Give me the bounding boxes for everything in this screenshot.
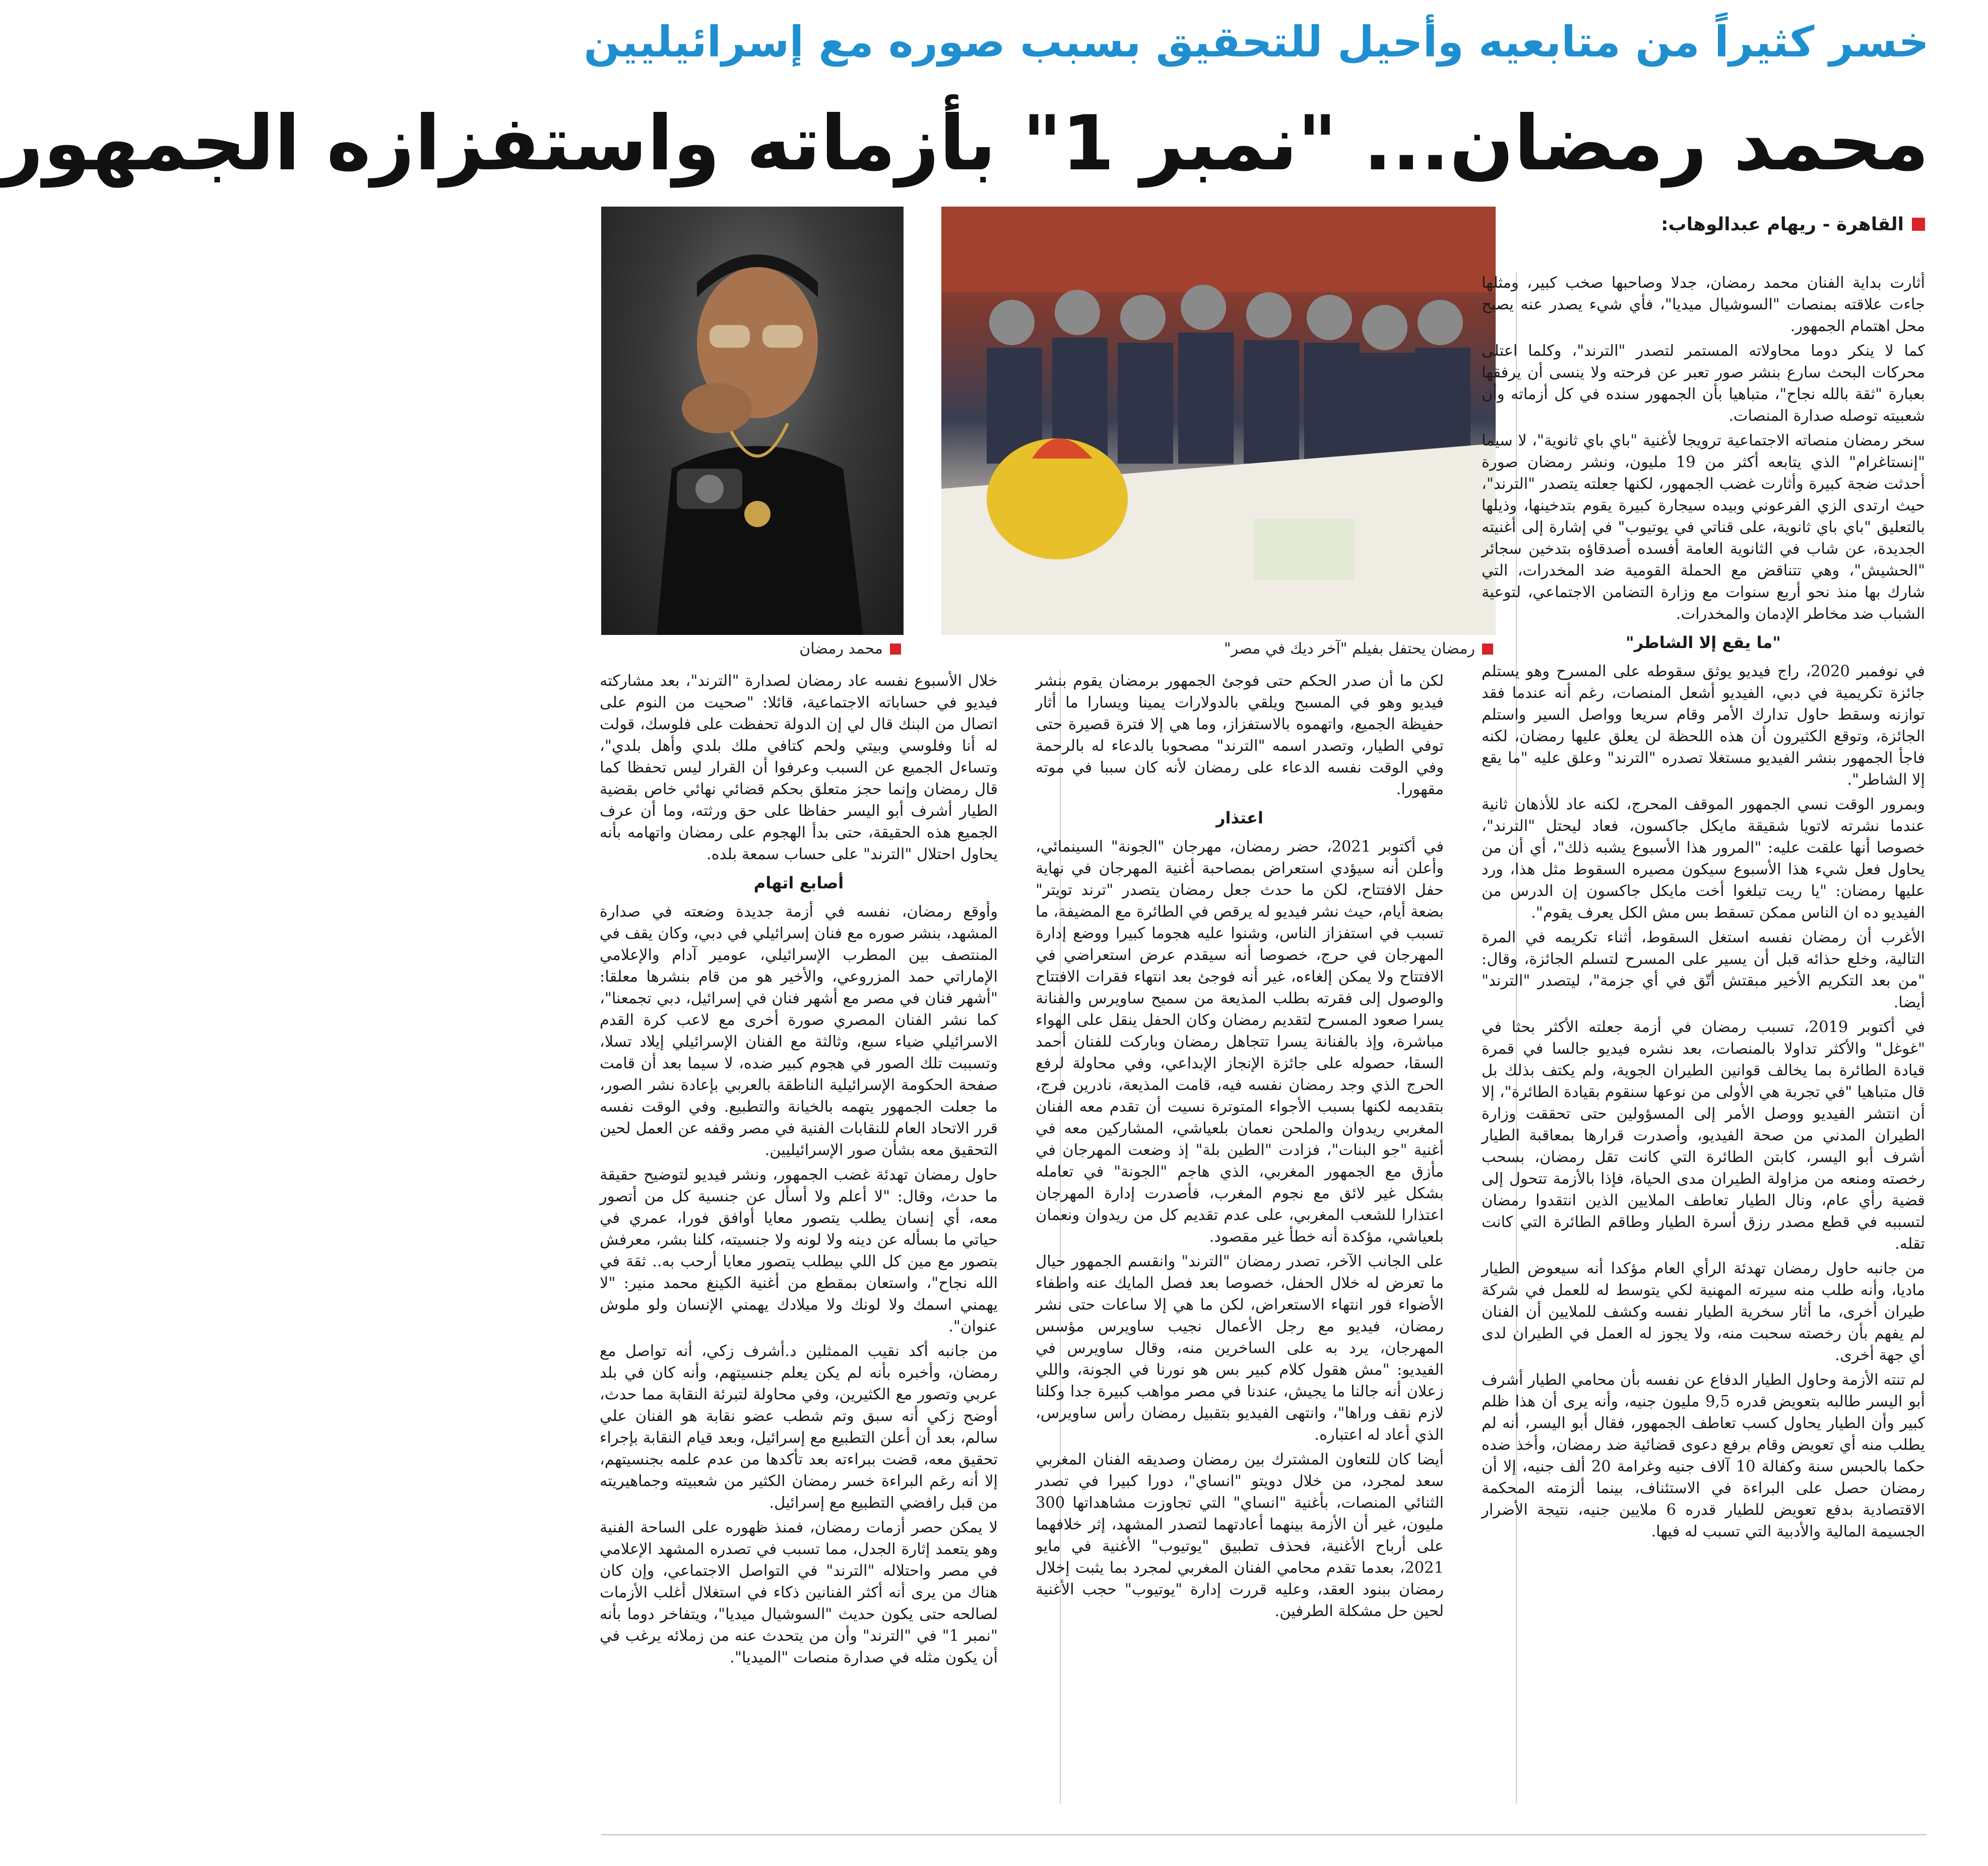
article-column-left (600, 670, 998, 1804)
portrait-caption (799, 639, 901, 659)
paragraph: أيضا كان للتعاون المشترك بين رمضان وصديقه الفنان المغربي سعد لمجرد، من خلال دويتو "انساي"، دورا كبيرا في تصدر الثنائي المنصات، بأغنية "انساي" التي تجاوزت مشاهداتها 300 مليون، غير أن الأزمة بينهما أعادتهما لتصدر المشهد، إثر خلافهما على أرباح الأغنية، فحذف تطبيق "يوتيوب" الأغنية في مايو 2021، بعدما تقدم محامي الفنان المغربي لمجرد بما يثبت إخلال رمضان ببنود العقد، وعليه قررت إدارة "يوتيوب" حجب الأغنية لحين حل مشكلة الطرفين. (1036, 1451, 1444, 1620)
party-caption (1224, 639, 1493, 659)
page-bottom-rule (601, 1834, 1927, 1835)
portrait-caption-text: محمد رمضان (799, 640, 883, 658)
article-kicker: خسر كثيراً من متابعيه وأحيل للتحقيق بسبب صوره مع إسرائيليين (584, 17, 1929, 67)
portrait-photo (601, 207, 904, 635)
article-column-middle (1036, 670, 1444, 1804)
paragraph: في أكتوبر 2019، تسبب رمضان في أزمة جعلته الأكثر بحثا في "غوغل" والأكثر تداولا بالمنصات، بعد نشره فيديو جالسا في قمرة قيادة الطائرة بما يخالف قوانين الطيران الجوية، ولم يكتف بذلك بل قال متباهيا "في تجربة هي الأولى من نوعها سنقوم بقيادة الطائرة"، إلا أن انتشر الفيديو ووصل الأمر إلى المسؤولين حتى تحققت وزارة الطيران المدني من صحة الفيديو، وأصدرت قرارها بمعاقبة الطيار أشرف أبو اليسر، كابتن الطائرة التي كانت تقل رمضان، بسحب رخصته ومنعه من مزاولة الطيران مدى الحياة، فإذا بالأزمة تتحول إلى قضية رأي عام، ونال الطيار تعاطف الملايين الذين انتقدوا رمضان لتسببه في قطع مصدر رزق أسرة الطيار وطاقم الطائرة التي كانت تقله. (1482, 1018, 1925, 1253)
paragraph: خلال الأسبوع نفسه عاد رمضان لصدارة "الترند"، بعد مشاركته فيديو في حساباته الاجتماعية، قائلا: "صحيت من النوم على اتصال من البنك قال لي إن الدولة تحفظت على فلوسك، قولت له أنا وفلوسي وبيتي ولحم كتافي ملك بلدي وأهل بلدي"، وتساءل الجميع عن السبب وعرفوا أن القرار ليس تحفظا كما قال رمضان وإنما حجز متعلق بحكم قضائي نهائي خاص بقضية الطيار أشرف أبو اليسر حفاظا على حق ورثته، وما أن عرف الجميع هذه الحقيقة، حتى بدأ الهجوم على رمضان واتهامه بأنه يحاول احتلال "الترند" على حساب سمعة بلده. (600, 672, 998, 863)
paragraph: من جانبه حاول رمضان تهدئة الرأي العام مؤكدا أنه سيعوض الطيار ماديا، وأنه طلب منه سيرته المهنية لكي يتوسط له للعمل في شركة طيران أخرى، ما أثار سخرية الطيار نفسه وكشف للملايين أن الفنان لم يفهم بأن رخصته سحبت منه، ولا يجوز له العمل في الطيران لدى أي جهة أخرى. (1482, 1260, 1925, 1364)
party-photo (941, 207, 1496, 635)
paragraph: كما لا ينكر دوما محاولاته المستمر لتصدر "الترند"، وكلما اعتلى محركات البحث سارع بنشر صور تعبر عن فرحته ولا ينسى أن يرفقها بعبارة "ثقة بالله نجاح"، متباهيا بأن الجمهور سنده في كل أزماته وأن شعبيته توصله صدارة المنصات. (1482, 342, 1925, 425)
byline-marker (1912, 218, 1925, 231)
paragraph: وبمرور الوقت نسي الجمهور الموقف المحرج، لكنه عاد للأذهان ثانية عندما نشرته لاتويا شقيقة مايكل جاكسون، فعاد ليحتل "الترند"، خصوصا أنها علقت عليه: "المرور هذا الأسبوع يشبه ذلك"، أي أن من يحاول فعل شيء هذا الأسبوع سيكون مصيره السقوط مثل هذا، ورد عليها رمضان: "يا ريت تبلغوا أخت مايكل جاكسون إن الدرس من الفيديو ده ان الناس ممكن تسقط بس مش الكل يعرف يقوم". (1482, 796, 1925, 922)
paragraph: أثارت بداية الفنان محمد رمضان، جدلا وصاحبها صخب كبير، ومثلها جاءت علاقته بمنصات "السوشيال ميديا"، فأي شيء يصدر عنه يصبح محل اهتمام الجمهور. (1482, 274, 1925, 335)
portrait-illustration (601, 207, 904, 635)
paragraph: لا يمكن حصر أزمات رمضان، فمنذ ظهوره على الساحة الفنية وهو يتعمد إثارة الجدل، مما تسبب في تصدره المشهد الإعلامي في مصر واحتلاله "الترند" في التواصل الاجتماعي، وإن كان هناك من يرى أنه أكثر الفنانين ذكاء في استغلال أغلب الأزمات لصالحه حتى يكون حديث "السوشيال ميديا"، ويتفاخر دوما بأنه "نمبر 1" في "الترند" وأن من يتحدث عنه من زملائه يرغب في أن يكون مثله في صدارة منصات "الميديا". (600, 1519, 998, 1666)
subheading: "ما يقع إلا الشاطر" (1626, 633, 1781, 652)
article-column-right (1482, 272, 1925, 1804)
paragraph: لم تنته الأزمة وحاول الطيار الدفاع عن نفسه بأن محامي الطيار أشرف أبو اليسر طالبه بتعويض قدره 9,5 مليون جنيه، وأنه يرى أن هذا ظلم كبير وأن الطيار يحاول كسب تعاطف الجمهور، فقال أبو اليسر، أنه لم يطلب منه أي تعويض وقام برفع دعوى قضائية ضد رمضان، وأخذ ضده حكما بالحبس سنة وكفالة 10 آلاف جنيه وغرامة 20 ألف جنيه، إلا أن رمضان حصل على البراءة في الاستئناف، بينما ألزمته المحكمة الاقتصادية بدفع تعويض للطيار قدره 6 ملايين جنيه، نتيجة الأضرار الجسيمة المالية والأدبية التي تسبب له فيها. (1482, 1371, 1925, 1540)
paragraph: في نوفمبر 2020، راج فيديو يوثق سقوطه على المسرح وهو يستلم جائزة تكريمية في دبي، الفيديو أشعل المنصات، رغم أنه عندما فقد توازنه وسقط حاول تدارك الأمر وقام سريعا وواصل السير واستلم الجائزة، وتوقع الكثيرون أن هذه اللحظة لن يعلق عليها رمضان، لكنه فاجأ الجمهور بنشر الفيديو مستغلا تصدره "الترند" وعلق عليه "ما يقع إلا الشاطر". (1482, 663, 1925, 789)
paragraph: سخر رمضان منصاته الاجتماعية ترويجا لأغنية "باي باي ثانوية"، لا سيما "إنستاغرام" الذي يتابعه أكثر من 19 مليون، ونشر رمضان صورة أحدثت ضجة كبيرة وأثارت غضب الجمهور، لكنها جعلته يتصدر "الترند"، حيث ارتدى الزي الفرعوني وبيده سيجارة كبيرة يقوم بتدخينها، وذيلها بالتعليق "باي باي ثانوية، على قناتي في يوتيوب" في إشارة إلى أغنيته الجديدة، عن شاب في الثانوية العامة أفسده أصدقاؤه بتدخين سجائر "الحشيش"، وهي تتناقض مع الحملة القومية ضد المخدرات، التي شارك بها منذ نحو أربع سنوات مع وزارة التضامن الاجتماعي، لتوعية الشباب ضد مخاطر الإدمان والمخدرات. (1482, 432, 1926, 623)
paragraph: من جانبه أكد نقيب الممثلين د.أشرف زكي، أنه تواصل مع رمضان، وأخبره بأنه لم يكن يعلم جنسيتهم، وأنه كان في بلد عربي وتصور مع الكثيرين، وفي محاولة لتبرئة النقابة مما حدث، أوضح زكي أنه سبق وتم شطب عضو نقابة هو الفنان علي سالم، بعد أن أعلن التطبيع مع إسرائيل، وبعد قيام النقابة بإجراء تحقيق معه، قضت ببراءته بعد تأكدها من عدم علمه بجنسيتهم، إلا أنه رغم البراءة خسر رمضان الكثير من شعبيته وجماهيريته من قبل رافضي التطبيع مع إسرائيل. (600, 1342, 998, 1512)
party-illustration (941, 207, 1496, 635)
subheading: أصابع اتهام (753, 873, 844, 892)
caption-marker (890, 644, 901, 655)
paragraph: لكن ما أن صدر الحكم حتى فوجئ الجمهور برمضان يقوم بنشر فيديو وهو في المسبح ويلقي بالدولارات يمينا ويسارا ما أثار حفيظة الجميع، واتهموه بالاستفزاز، وما هي إلا فترة قصيرة حتى توفي الطيار، وتصدر اسمه "الترند" مصحوبا بالدعاء له بالرحمة وفي الوقت نفسه الدعاء على رمضان لأنه كان سببا في موته مقهورا. (1036, 672, 1444, 798)
party-caption-text: رمضان يحتفل بفيلم "آخر ديك في مصر" (1224, 640, 1475, 658)
paragraph: على الجانب الآخر، تصدر رمضان "الترند" وانقسم الجمهور حيال ما تعرض له خلال الحفل، خصوصا بعد فصل المايك عنه واطفاء الأضواء فور انتهاء الاستعراض، لكن ما هي إلا ساعات حتى نشر رمضان، فيديو مع رجل الأعمال نجيب ساويرس مؤسس المهرجان، يرد به على الساخرين منه، وقال ساويرس في الفيديو: "مش هقول كلام كبير بس هو نورنا في الجونة، واللي زعلان أنه جالنا ما يجيش، عندنا في مصر مواهب كبيرة جدا وكلنا لازم نقف وراها"، وانتهى الفيديو بتقبيل رمضان رأس ساويرس، الذي أعاد له اعتباره. (1036, 1253, 1444, 1444)
byline (1482, 212, 1925, 237)
subheading: اعتذار (1216, 808, 1263, 827)
byline-text: القاهرة - ريهام عبدالوهاب: (1661, 214, 1904, 235)
paragraph: الأغرب أن رمضان نفسه استغل السقوط، أثناء تكريمه في المرة التالية، وخلع حذائه قبل أن يسير على المسرح لتسلم الجائزة، وقال: "من بعد التكريم الأخير مبقتش أتّق في أي جزمة"، ليتصدر "الترند" أيضا. (1482, 929, 1925, 1011)
paragraph: حاول رمضان تهدئة غضب الجمهور، ونشر فيديو لتوضيح حقيقة ما حدث، وقال: "لا أعلم ولا أسأل عن جنسية كل من أتصور معه، أي إنسان يطلب يتصور معايا أوافق فورا، عمري في حياتي ما بسأله عن دينه ولا لونه ولا جنسيته، كلنا بشر، معرفش بتصور مع مين كل اللي بيطلب يتصور معايا أرحب به.. ثقة في الله نجاح"، واستعان بمقطع من أغنية الكينغ محمد منير: "لا يهمني اسمك ولا لونك ولا ميلادك يهمني الإنسان ولو ملوش عنوان". (600, 1166, 998, 1335)
paragraph: في أكتوبر 2021، حضر رمضان، مهرجان "الجونة" السينمائي، وأعلن أنه سيؤدي استعراض بمصاحبة أغنية المهرجان في نهاية حفل الافتتاح، لكن ما حدث جعل رمضان يتصدر "ترند تويتر" بضعة أيام، حيث نشر فيديو له يرقص في الطائرة مع المضيفة، ما تسبب في استفزاز الناس، وشنوا عليه هجوما كبيرا ووضع إدارة المهرجان في حرج، خصوصا أنه سيقدم عرض استعراضي في الافتتاح ولا يمكن إلغاءه، غير أنه فوجئ بعد انتهاء فقرات الافتتاح والوصول إلى فقرته بطلب المذيعة من سميح ساويرس والفنانة يسرا صعود المسرح لتقديم رمضان وكان الحفل ينقل على الهواء مباشرة، وإذ بالفنانة يسرا تتجاهل رمضان وباركت للفنان أحمد السقا، حصوله على جائزة الإنجاز الإبداعي، وفي محاولة لرفع الحرج الذي وجد رمضان نفسه فيه، قامت المذيعة، نادرين فرج، بتقديمه لكنها بسبب الأجواء المتوترة نسيت أن تقدم معه الفنان المغربي ريدوان والملحن نعمان بلعياشي، المشاركين معه في أغنية "جو البنات"، فزادت "الطين بلة" إذ وضعت المهرجان في مأزق مع الجمهور المغربي، الذي هاجم "الجونة" في تعامله بشكل غير لائق مع نجوم المغرب، فأصدرت إدارة المهرجان اعتذارا للشعب المغربي، على عدم تقديم كل من ريدوان ونعمان بلعياشي، مؤكدة أنه خطأ غير مقصود. (1036, 838, 1444, 1246)
article-headline: محمد رمضان... "نمبر 1" بأزماته واستفزازه الجمهور (0, 100, 1929, 187)
paragraph: وأوقع رمضان، نفسه في أزمة جديدة وضعته في صدارة المشهد، بنشر صوره مع فنان إسرائيلي في دبي، وكان يقف في المنتصف بين المطرب الإسرائيلي، عومير آدام والإعلامي الإماراتي حمد المزروعي، والأخير هو من قام بنشرها معلقا: "أشهر فنان في مصر مع أشهر فنان في إسرائيل، دبي تجمعنا"، كما نشر الفنان المصري صورة أخرى مع لاعب كرة القدم الاسرائيلي ضياء سبع، وثالثة مع الفنان الإسرائيلي إيلاد تسلا، وتسببت تلك الصور في هجوم كبير ضده، لا سيما بعد أن قامت صفحة الحكومة الإسرائيلية الناطقة بالعربي بإعادة نشر الصور، ما جعلت الجمهور يتهمه بالخيانة والتطبيع. وفي الوقت نفسه قرر الاتحاد العام للنقابات الفنية في مصر وقفه عن العمل لحين التحقيق معه بشأن صور الإسرائيليين. (600, 903, 998, 1159)
